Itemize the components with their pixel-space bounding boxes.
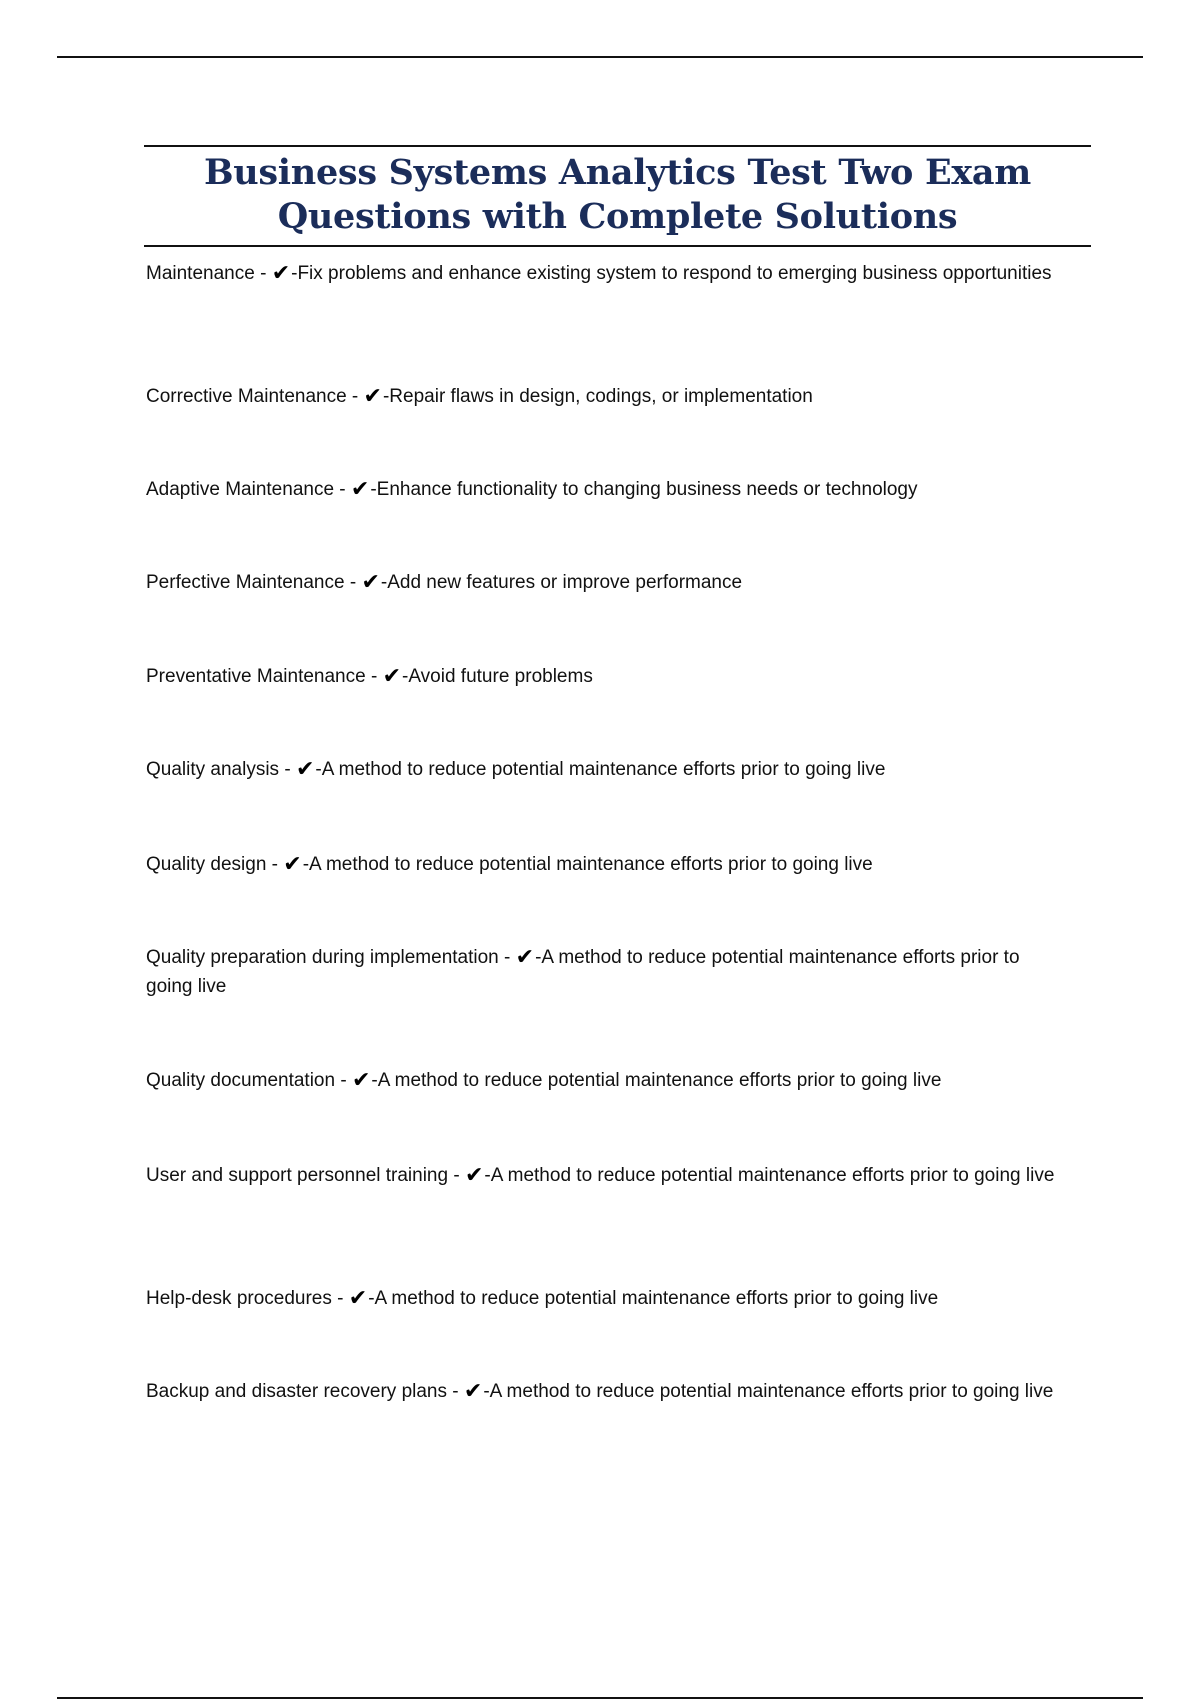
check-icon: ✔	[463, 1379, 483, 1404]
document-title-line-1: Business Systems Analytics Test Two Exam	[203, 152, 1032, 193]
qa-term: User and support personnel training	[146, 1165, 449, 1186]
qa-term: Help-desk procedures	[146, 1288, 332, 1309]
qa-answer: -A method to reduce potential maintenance efforts prior to going live	[368, 1288, 939, 1309]
qa-answer: -Add new features or improve performance	[380, 572, 743, 593]
qa-answer: -A method to reduce potential maintenance efforts prior to going live	[483, 1381, 1054, 1402]
qa-item	[146, 1066, 1066, 1095]
qa-term: Preventative Maintenance	[146, 666, 366, 687]
qa-item	[146, 568, 1066, 597]
check-icon: ✔	[515, 945, 535, 970]
qa-answer: -Avoid future problems	[402, 666, 593, 687]
qa-answer: -A method to reduce potential maintenance efforts prior to going live	[315, 759, 886, 780]
qa-item	[146, 1377, 1066, 1406]
qa-separator: -	[254, 263, 272, 284]
qa-term: Perfective Maintenance	[146, 572, 345, 593]
qa-item	[146, 755, 1066, 784]
qa-term: Quality documentation	[146, 1070, 336, 1091]
check-icon: ✔	[361, 570, 380, 595]
footer-rule	[57, 1697, 1143, 1699]
qa-separator: -	[344, 572, 362, 593]
check-icon: ✔	[283, 852, 302, 877]
qa-term: Adaptive Maintenance	[146, 479, 335, 500]
qa-item	[146, 662, 1066, 691]
qa-answer: -Enhance functionality to changing business needs or technology	[370, 479, 918, 500]
document-title-line-2: Questions with Complete Solutions	[277, 196, 958, 237]
qa-item	[146, 1284, 1066, 1313]
qa-item	[146, 850, 1066, 879]
qa-term: Quality design	[146, 854, 267, 875]
check-icon: ✔	[271, 261, 291, 286]
qa-term: Quality analysis	[146, 759, 280, 780]
check-icon: ✔	[351, 1068, 371, 1093]
qa-answer: -A method to reduce potential maintenance efforts prior to going live	[302, 854, 873, 875]
check-icon: ✔	[348, 1286, 368, 1311]
qa-separator: -	[331, 1288, 349, 1309]
qa-term: Backup and disaster recovery plans	[146, 1381, 447, 1402]
check-icon: ✔	[350, 477, 370, 502]
qa-term: Maintenance	[146, 263, 255, 284]
qa-separator: -	[279, 759, 296, 780]
qa-separator: -	[266, 854, 284, 875]
qa-item	[146, 259, 1066, 288]
qa-item	[146, 382, 1066, 411]
qa-separator: -	[365, 666, 383, 687]
qa-item	[146, 1161, 1066, 1190]
qa-item	[146, 943, 1066, 1001]
qa-separator: -	[335, 1070, 352, 1091]
qa-answer: -A method to reduce potential maintenance efforts prior to going live	[484, 1165, 1055, 1186]
qa-term: Quality preparation during implementation	[146, 947, 499, 968]
qa-separator: -	[334, 479, 351, 500]
qa-term: Corrective Maintenance	[146, 386, 347, 407]
qa-answer: -Repair flaws in design, codings, or implementation	[382, 386, 813, 407]
qa-answer: -A method to reduce potential maintenance efforts prior to going live	[146, 947, 1020, 997]
check-icon: ✔	[295, 757, 315, 782]
qa-separator: -	[448, 1165, 465, 1186]
qa-separator: -	[447, 1381, 464, 1402]
check-icon: ✔	[464, 1163, 484, 1188]
check-icon: ✔	[382, 664, 402, 689]
qa-item	[146, 475, 1066, 504]
header-rule	[57, 56, 1143, 58]
title-block	[144, 145, 1091, 247]
check-icon: ✔	[363, 384, 382, 409]
qa-answer: -Fix problems and enhance existing system to respond to emerging business opportunities	[291, 263, 1052, 284]
qa-separator: -	[346, 386, 364, 407]
qa-separator: -	[498, 947, 516, 968]
qa-answer: -A method to reduce potential maintenance efforts prior to going live	[371, 1070, 942, 1091]
